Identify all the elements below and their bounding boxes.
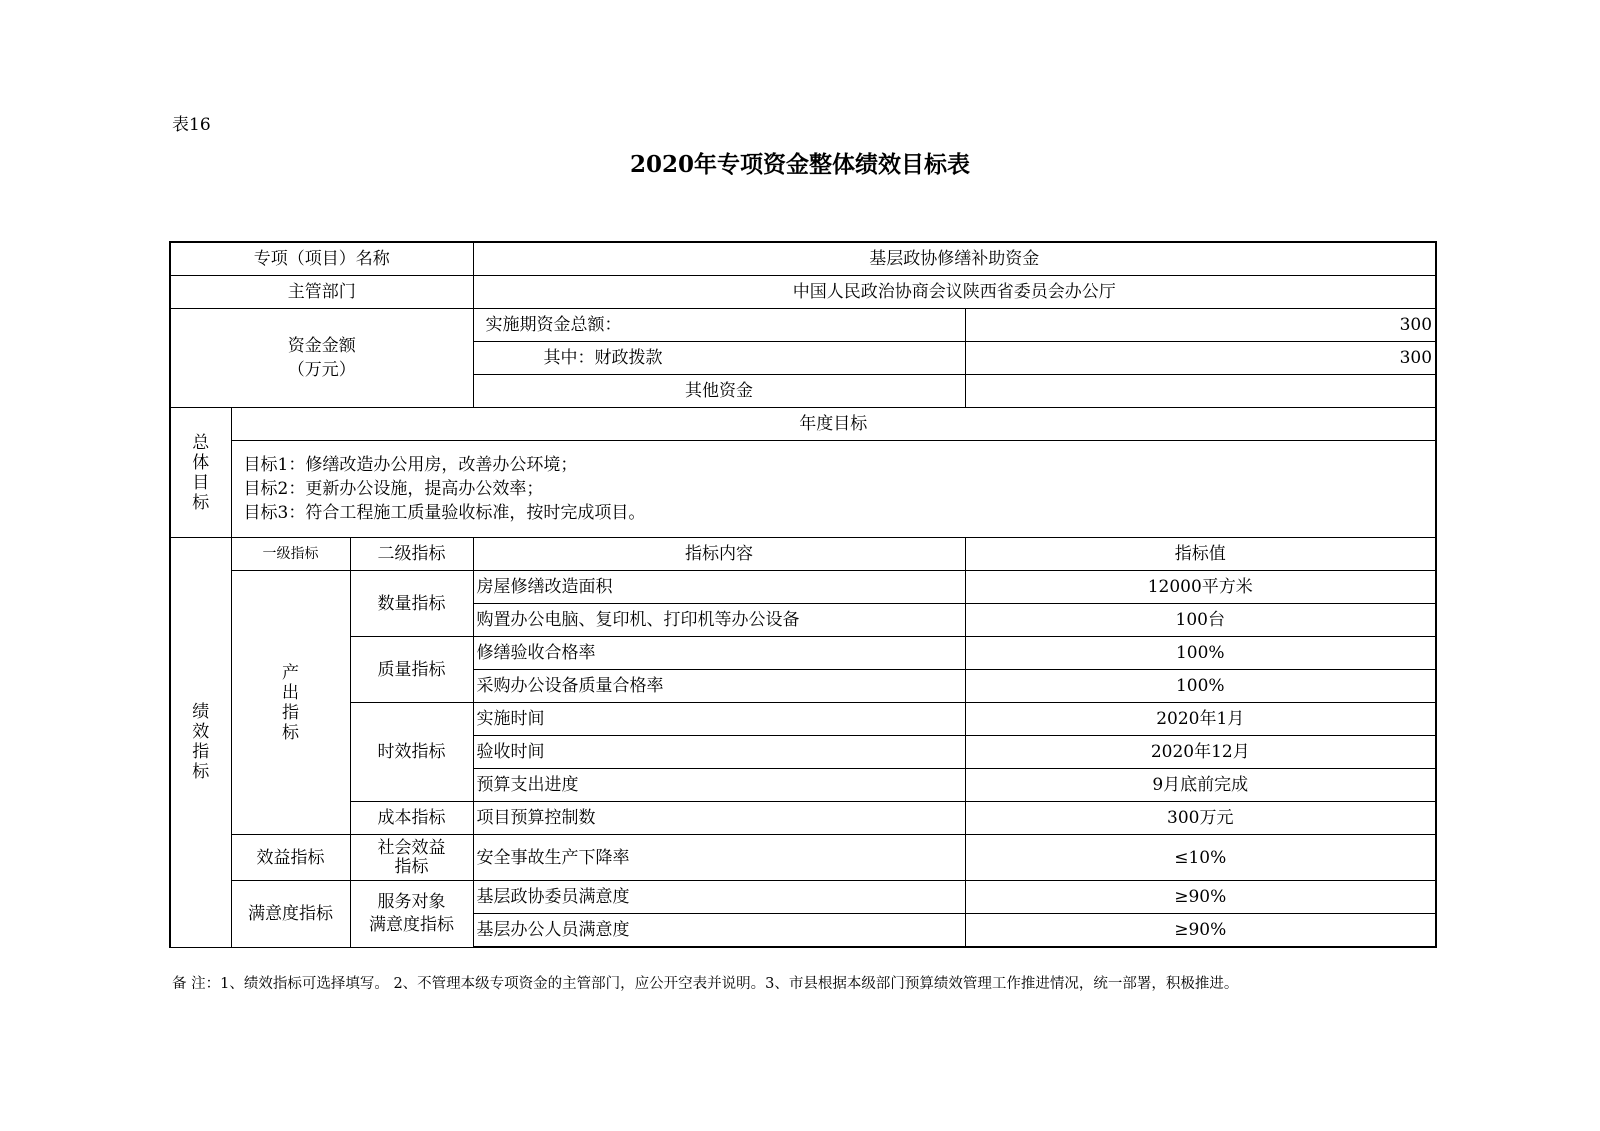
overall-goal-label-char: 体 [192,452,210,473]
timeliness-indicator-label: 时效指标 [350,703,473,802]
table-row [170,408,1436,441]
performance-target-table [169,241,1437,948]
indicator-content: 基层办公人员满意度 [473,914,965,948]
goal-item: 目标2：更新办公设施，提高办公效率； [243,479,544,499]
indicator-value: 100% [965,637,1436,670]
indicator-value: 100台 [965,604,1436,637]
table-row [170,441,1436,538]
indicator-value: ≥90% [965,881,1436,914]
overall-goal-label-char: 总 [192,432,210,453]
output-label-char: 出 [282,682,299,703]
indicator-value: 100% [965,670,1436,703]
indicator-content: 基层政协委员满意度 [473,881,965,914]
table-number: 表16 [172,115,211,135]
table-row [170,703,1436,736]
table-row [170,571,1436,604]
funds-label-line1: 资金金额 [287,336,356,356]
funds-fiscal-label: 其中：财政拨款 [473,342,965,375]
funds-label-line2: （万元） [287,360,356,380]
indicator-content: 安全事故生产下降率 [473,835,965,881]
indicator-value: 12000平方米 [965,571,1436,604]
table-row [170,881,1436,914]
overall-goal-label-char: 标 [192,492,210,513]
footnote: 备 注：1、绩效指标可选择填写。 2、不管理本级专项资金的主管部门，应公开空表并说明。3、市县根据本级部门预算绩效管理工作推进情况，统一部署，积极推进。 [172,976,1239,992]
indicator-content: 购置办公电脑、复印机、打印机等办公设备 [473,604,965,637]
indicator-content: 验收时间 [473,736,965,769]
table-row [170,637,1436,670]
benefit-indicator-label: 效益指标 [231,835,350,881]
table-row [170,276,1436,309]
funds-total-label: 实施期资金总额： [473,309,965,342]
funds-other-value [965,375,1436,408]
indicator-value: 2020年12月 [965,736,1436,769]
project-name-value: 基层政协修缮补助资金 [473,242,1436,276]
service-satisfaction-line1: 服务对象 [377,891,446,912]
performance-label-char: 绩 [192,702,210,723]
goal-item: 目标3：符合工程施工质量验收标准，按时完成项目。 [243,503,646,523]
department-value: 中国人民政治协商会议陕西省委员会办公厅 [473,276,1436,309]
social-benefit-label [350,835,473,881]
indicator-value: 9月底前完成 [965,769,1436,802]
table-row [170,309,1436,342]
service-satisfaction-label [350,881,473,948]
quantity-indicator-label: 数量指标 [350,571,473,637]
funds-total-value: 300 [965,309,1436,342]
document-title: 2020年专项资金整体绩效目标表 [629,151,970,178]
department-label: 主管部门 [170,276,473,309]
output-label-char: 指 [282,702,299,723]
annual-goals [231,441,1436,538]
indicator-content: 采购办公设备质量合格率 [473,670,965,703]
table-row [170,802,1436,835]
satisfaction-indicator-label: 满意度指标 [231,881,350,948]
table-row [170,242,1436,276]
quality-indicator-label: 质量指标 [350,637,473,703]
output-indicator-label [231,571,350,835]
performance-label-char: 效 [192,722,210,743]
performance-label-char: 指 [192,742,210,763]
table-row [170,835,1436,881]
output-label-char: 产 [282,662,299,683]
cost-indicator-label: 成本指标 [350,802,473,835]
indicator-content: 修缮验收合格率 [473,637,965,670]
project-name-label: 专项（项目）名称 [170,242,473,276]
indicator-value: ≤10% [965,835,1436,881]
content-header: 指标内容 [473,538,965,571]
funds-label [170,309,473,408]
indicator-content: 预算支出进度 [473,769,965,802]
indicator-content: 项目预算控制数 [473,802,965,835]
level1-header: 一级指标 [231,538,350,571]
indicator-content: 实施时间 [473,703,965,736]
indicator-value: 2020年1月 [965,703,1436,736]
social-benefit-line1: 社会效益 [377,837,446,858]
indicator-value: ≥90% [965,914,1436,948]
table-row [170,538,1436,571]
output-label-char: 标 [282,722,299,743]
indicator-content: 房屋修缮改造面积 [473,571,965,604]
performance-label-char: 标 [192,762,210,783]
value-header: 指标值 [965,538,1436,571]
level2-header: 二级指标 [350,538,473,571]
indicator-value: 300万元 [965,802,1436,835]
funds-other-label: 其他资金 [473,375,965,408]
overall-goal-label [170,408,231,538]
service-satisfaction-line2: 满意度指标 [369,914,454,935]
social-benefit-line2: 指标 [394,856,429,877]
funds-fiscal-value: 300 [965,342,1436,375]
overall-goal-label-char: 目 [192,472,210,493]
goal-item: 目标1：修缮改造办公用房，改善办公环境； [243,455,578,475]
annual-goal-header: 年度目标 [231,408,1436,441]
performance-label [170,538,231,948]
